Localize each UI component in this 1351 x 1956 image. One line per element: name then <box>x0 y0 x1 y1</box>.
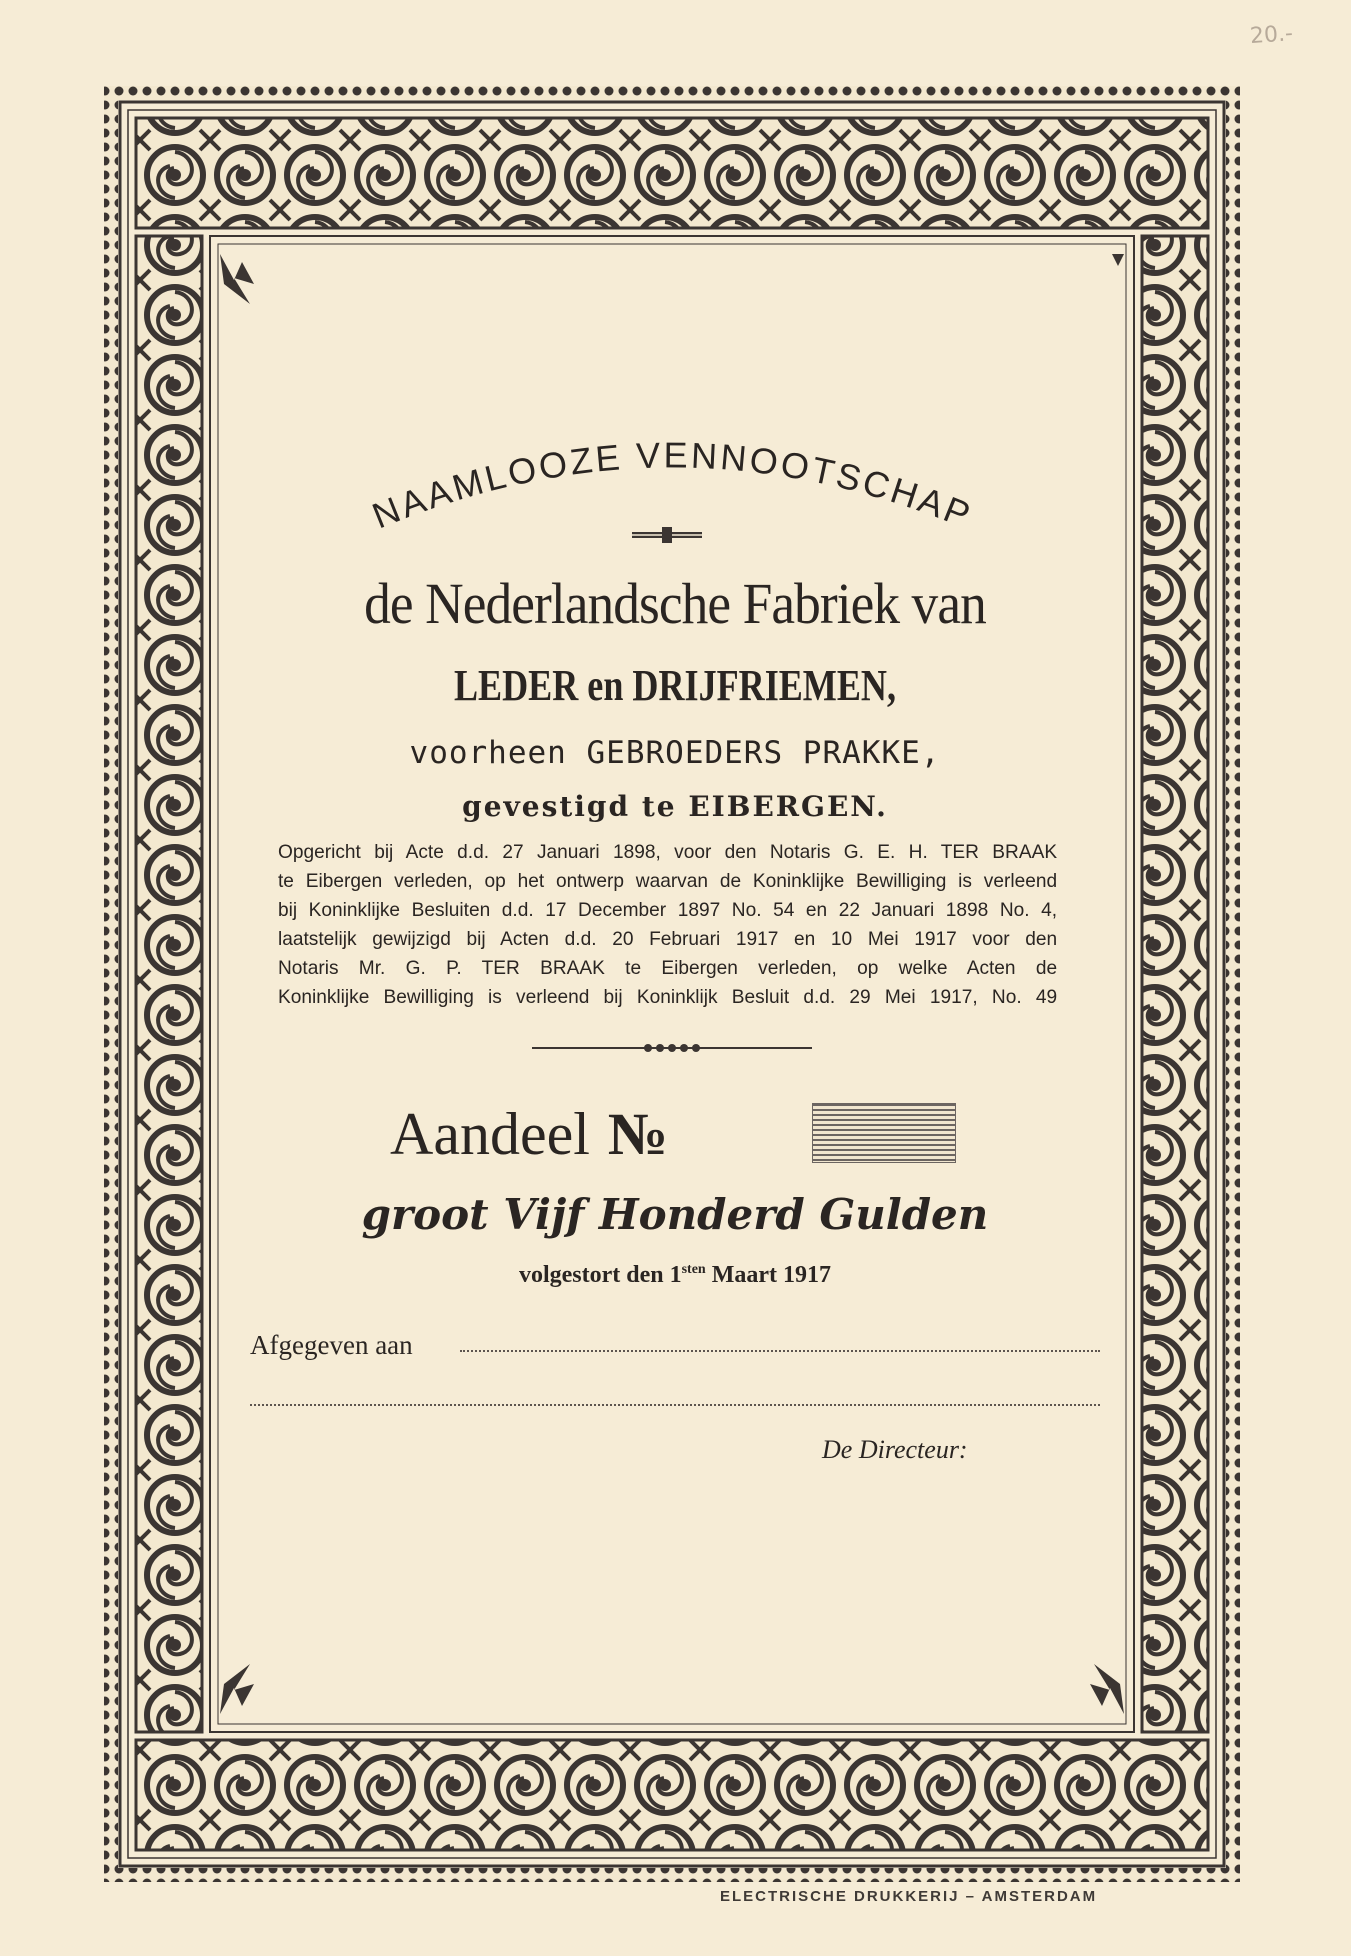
paid-up-date <box>220 1262 1130 1289</box>
director-label: De Directeur: <box>822 1435 968 1464</box>
nominal-value: groot Vijf Honderd Gulden <box>361 1190 989 1239</box>
printer-imprint: ELECTRISCHE DRUKKERIJ – AMSTERDAM <box>720 1888 1098 1905</box>
share-label: Aandeel <box>390 1101 590 1167</box>
issued-to-line-2 <box>250 1404 1100 1406</box>
company-name: de Nederlandsche Fabriek van <box>364 571 986 636</box>
paid-prefix: volgestort den 1 <box>518 1262 682 1288</box>
paid-sup: sten <box>681 1262 706 1277</box>
legal-paragraph <box>278 838 1057 1012</box>
issued-to-line <box>460 1350 1100 1352</box>
pencil-price-note: 20.- <box>1249 21 1294 50</box>
number-sign: № <box>607 1101 669 1167</box>
legal-line: Notaris Mr. G. P. TER BRAAK te Eibergen verleden, op welke Acten de <box>278 957 1058 979</box>
former-name: voorheen GEBROEDERS PRAKKE, <box>409 735 941 771</box>
product-line: LEDER en DRIJFRIEMEN, <box>453 661 897 710</box>
legal-line: laatstelijk gewijzigd bij Acten d.d. 20 Februari 1917 en 10 Mei 1917 voor den <box>278 928 1058 950</box>
legal-line: Opgericht bij Acte d.d. 27 Januari 1898, voor den Notaris G. E. H. TER BRAAK <box>278 841 1058 863</box>
legal-line: Koninklijke Bewilliging is verleend bij Koninklijk Besluit d.d. 29 Mei 1917, No. 49 <box>278 986 1058 1008</box>
legal-line: te Eibergen verleden, op het ontwerp waarvan de Koninklijke Bewilliging is verleend <box>278 870 1058 892</box>
legal-line: bij Koninklijke Besluiten d.d. 17 December 1897 No. 54 en 22 Januari 1898 No. 4, <box>278 899 1058 921</box>
paid-suffix: Maart 1917 <box>705 1262 832 1288</box>
share-heading <box>390 1100 668 1169</box>
seat-location: gevestigd te EIBERGEN. <box>462 790 888 823</box>
issued-to-label: Afgegeven aan <box>250 1330 413 1360</box>
share-number-box <box>812 1103 956 1163</box>
arc-title: NAAMLOOZE VENNOOTSCHAP <box>366 434 979 537</box>
